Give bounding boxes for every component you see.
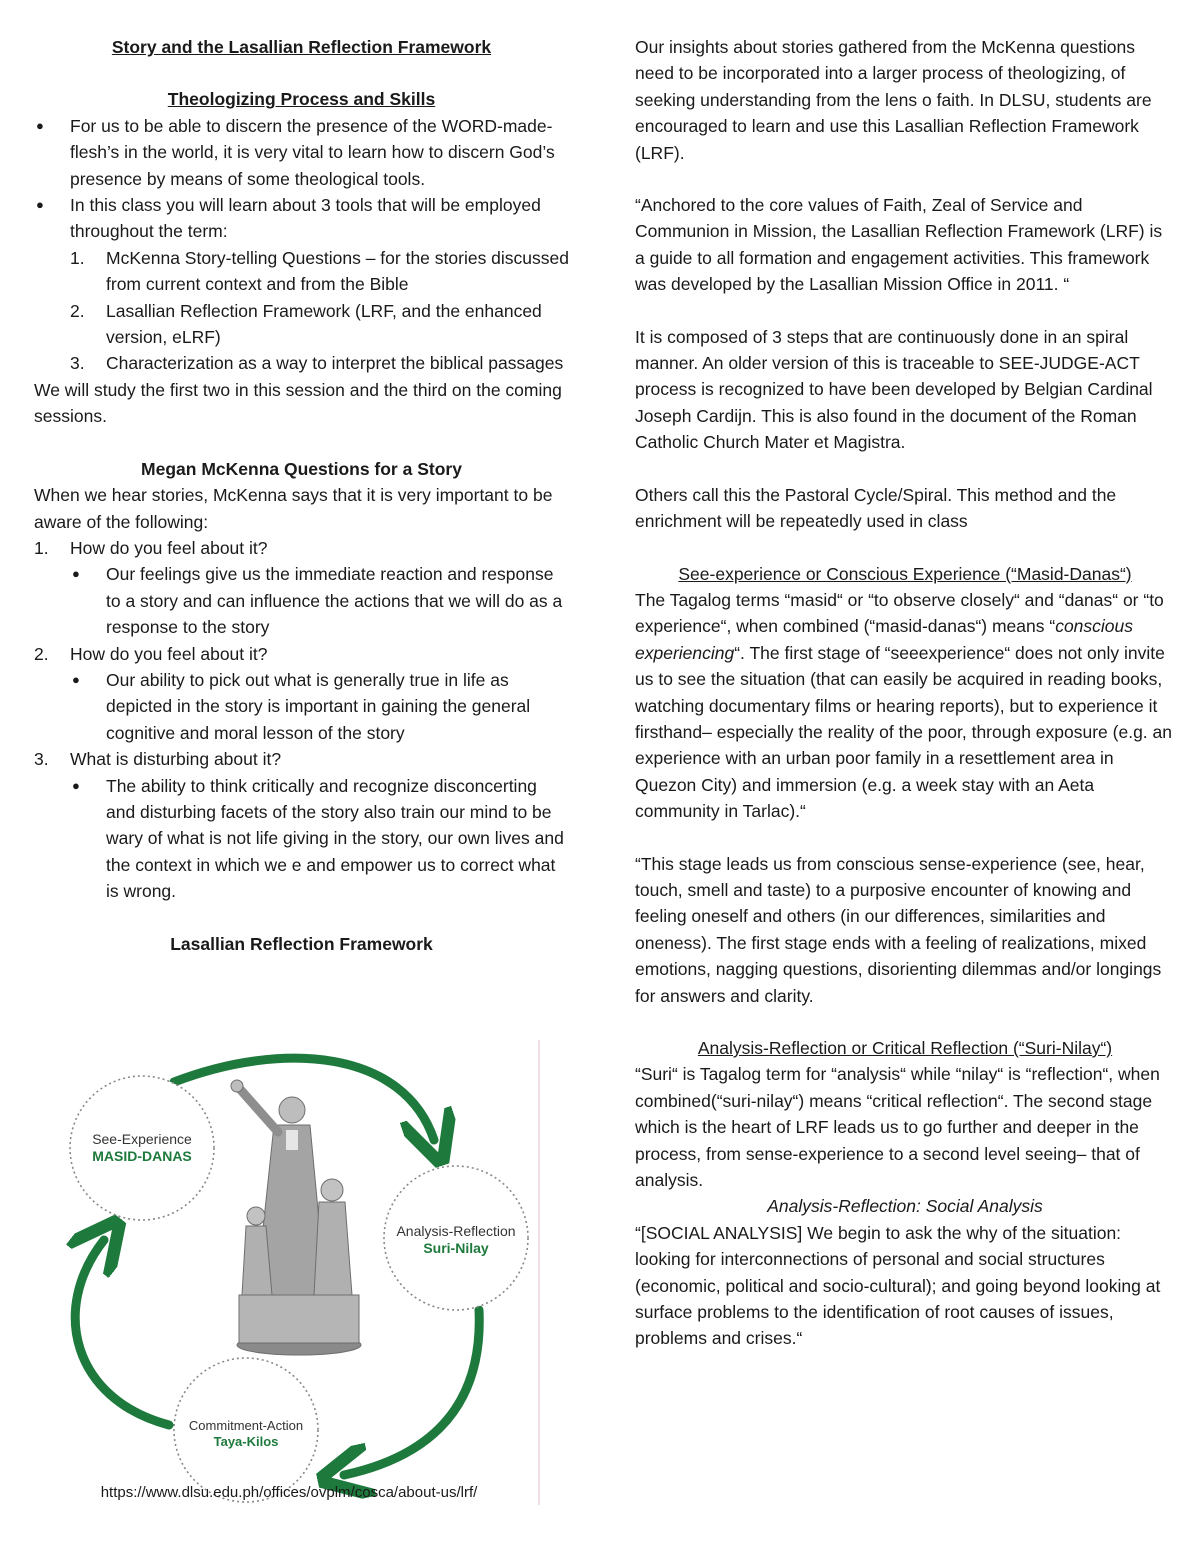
pastoral-cycle-paragraph: Others call this the Pastoral Cycle/Spiral. This method and the enrichment will be repeatedly used in class xyxy=(635,484,1117,532)
lrf-diagram xyxy=(34,1040,544,1510)
theologizing-heading: Theologizing Process and Skills xyxy=(167,89,436,110)
la-salle-statue-image xyxy=(231,1080,361,1355)
social-analysis-subheading: Analysis-Reflection: Social Analysis xyxy=(767,1196,1043,1217)
right-column xyxy=(635,34,1175,1352)
question-text: How do you feel about it? xyxy=(70,537,268,558)
see-experience-paragraph xyxy=(635,587,1175,825)
tool-item xyxy=(70,245,569,298)
see-text-italic: conscious experiencing xyxy=(635,616,1134,663)
question-detail: ● The ability to think critically and recognize disconcerting and disturbing facets of the story also train our mind to be wary of what is not life giving in the story, our own lives and the context in which we e and empower us to correct what is wrong. xyxy=(70,773,569,905)
tools-list xyxy=(70,245,569,377)
theologizing-list xyxy=(34,113,569,377)
analysis-reflection-label: Analysis-Reflection xyxy=(396,1223,516,1239)
tool-number: 1. xyxy=(70,247,85,268)
composition-paragraph: It is composed of 3 steps that are continuously done in an spiral manner. An older version of this is traceable to SEE-JUDGE-ACT process is recognized to have been developed by Belgian Cardinal Joseph Cardijn. This is also found in the document of the Roman Catholic Church Mater et Magistra. xyxy=(635,326,1153,453)
mckenna-heading: Megan McKenna Questions for a Story xyxy=(141,458,462,479)
figure-source-url: https://www.dlsu.edu.ph/offices/ovplm/cosca/about-us/lrf/ xyxy=(100,1484,478,1501)
tool-text: Characterization as a way to interpret the biblical passages xyxy=(106,353,564,374)
bullet-text: In this class you will learn about 3 tools that will be employed throughout the term: xyxy=(70,195,541,242)
see-text-a: The Tagalog terms “masid“ or “to observe closely“ and “danas“ or “to experience“, when combined (“masid-danas“) means “ xyxy=(635,589,1164,637)
intro-paragraph: Our insights about stories gathered from the McKenna questions need to be incorporated into a larger process of theologizing, of seeking understanding from the lens o faith. In DLSU, students are encouraged to learn and use this Lasallian Reflection Framework (LRF). xyxy=(635,37,1152,163)
figure-heading: Lasallian Reflection Framework xyxy=(170,933,433,954)
question-number: 3. xyxy=(34,749,49,770)
question-number: 1. xyxy=(34,537,49,558)
document-title: Story and the Lasallian Reflection Framework xyxy=(111,37,492,57)
mckenna-questions xyxy=(34,535,569,905)
question-item xyxy=(34,535,569,641)
question-text: How do you feel about it? xyxy=(70,643,268,664)
social-analysis-paragraph: “[SOCIAL ANALYSIS] We begin to ask the why of the situation: looking for interconnections of personal and social structures (economic, political and socio-cultural); and going beyond looking at surface problems to the identification of root causes of issues, problems and crises.“ xyxy=(635,1222,1161,1349)
arrow-commit-to-see xyxy=(75,1240,169,1425)
question-number: 2. xyxy=(34,643,49,664)
mckenna-intro: When we hear stories, McKenna says that it is very important to be aware of the following: xyxy=(34,485,553,532)
see-text-b: “. The first stage of “seeexperience“ does not only invite us to see the situation (that can easily be acquired in reading books, watching documentary films or hearing reports), but to experience it firsthand– especially the reality of the poor, through exposure (e.g. an experience with an urban poor family in a resettlement area in Quezon City) and immersion (e.g. a week stay with an Aeta community in Tarlac).“ xyxy=(635,642,1172,822)
question-item xyxy=(34,746,569,904)
tool-item xyxy=(70,298,569,351)
anchored-paragraph: “Anchored to the core values of Faith, Zeal of Service and Communion in Mission, the Lasallian Reflection Framework (LRF) is a guide to all formation and engagement activities. This framework was developed by the Lasallian Mission Office in 2011. “ xyxy=(635,195,1163,295)
masid-danas-label: MASID-DANAS xyxy=(92,1148,192,1164)
question-detail: ● Our ability to pick out what is generally true in life as depicted in the story is important in gaining the general cognitive and moral lesson of the story xyxy=(70,667,569,746)
tool-number: 2. xyxy=(70,300,85,321)
tool-text: McKenna Story-telling Questions – for the stories discussed from current context and from the Bible xyxy=(106,247,569,295)
study-note: We will study the first two in this session and the third on the coming sessions. xyxy=(34,379,562,427)
tool-number: 3. xyxy=(70,353,85,374)
left-column xyxy=(34,34,569,957)
list-item xyxy=(34,192,569,377)
lrf-diagram-svg xyxy=(34,1040,544,1510)
stage-leads-paragraph: “This stage leads us from conscious sense-experience (see, hear, touch, smell and taste) to a purposive encounter of knowing and feeling oneself and others (in our differences, similarities and oneness). The first stage ends with a feeling of realizations, mixed emotions, nagging questions, disorienting dilemmas and/or longings for answers and clarity. xyxy=(635,853,1162,1006)
bullet-text: For us to be able to discern the presence of the WORD-made-flesh’s in the world, it is very vital to learn how to discern God’s presence by means of some theological tools. xyxy=(70,115,555,189)
see-experience-label: See-Experience xyxy=(92,1131,192,1147)
see-experience-heading: See-experience or Conscious Experience (“Masid-Danas“) xyxy=(678,563,1132,584)
tool-text: Lasallian Reflection Framework (LRF, and the enhanced version, eLRF) xyxy=(106,300,542,348)
question-detail: ● Our feelings give us the immediate reaction and response to a story and can influence the actions that we will do as a response to the story xyxy=(70,561,569,640)
commitment-action-label: Commitment-Action xyxy=(188,1418,304,1433)
tool-item xyxy=(70,350,569,376)
question-text: What is disturbing about it? xyxy=(70,749,282,770)
suri-nilay-label: Suri-Nilay xyxy=(423,1240,489,1256)
analysis-reflection-heading: Analysis-Reflection or Critical Reflection (“Suri-Nilay“) xyxy=(697,1038,1113,1058)
arrow-analysis-to-commit xyxy=(344,1310,479,1475)
list-item xyxy=(34,113,569,192)
question-item xyxy=(34,641,569,747)
suri-paragraph: “Suri“ is Tagalog term for “analysis“ while “nilay“ is “reflection“, when combined(“suri-nilay“) means “critical reflection“. The second stage which is the heart of LRF leads us to go further and deeper in the process, from sense-experience to a second level seeing– that of analysis. xyxy=(635,1064,1160,1191)
taya-kilos-label: Taya-Kilos xyxy=(213,1434,279,1449)
